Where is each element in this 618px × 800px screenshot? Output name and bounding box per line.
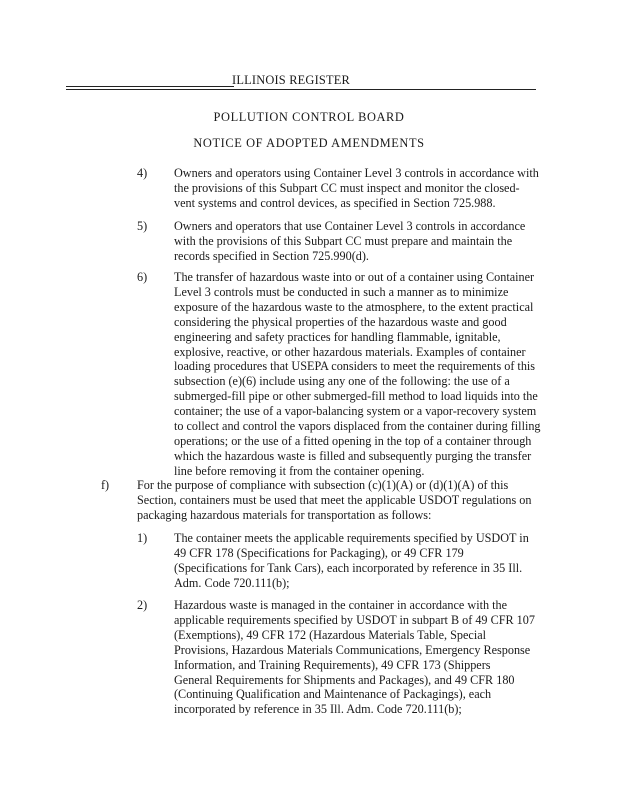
paragraph-line: operations; or the use of a fitted opening in the top of a container through (174, 433, 532, 448)
paragraph-line: Section, containers must be used that meet the applicable USDOT regulations on (137, 492, 532, 507)
item-number: 1) (137, 531, 148, 545)
paragraph-line: Owners and operators using Container Level 3 controls in accordance with (174, 166, 539, 180)
paragraph-line: Provisions, Hazardous Materials Communications, Emergency Response (174, 642, 531, 657)
paragraph-line: considering the physical properties of the hazardous waste and good (174, 314, 507, 329)
paragraph-line: The container meets the applicable requirements specified by USDOT in (174, 531, 529, 545)
agency-title: POLLUTION CONTROL BOARD (213, 110, 405, 124)
paragraph-line: loading procedures that USEPA considers to meet the requirements of this (174, 359, 536, 374)
item-number: 2) (137, 598, 148, 612)
paragraph-line: records specified in Section 725.990(d). (174, 248, 369, 263)
paragraph-item-4 (174, 166, 539, 211)
paragraph-item-6 (174, 270, 541, 479)
paragraph-item-2 (174, 598, 535, 717)
paragraph-line: Level 3 controls must be conducted in such a manner as to minimize (174, 284, 509, 299)
paragraph-line: (Exemptions), 49 CFR 172 (Hazardous Materials Table, Special (174, 627, 487, 642)
paragraph-line: line before removing it from the container opening. (174, 463, 425, 478)
paragraph-line: to collect and control the vapors displaced from the container during filling (174, 419, 541, 434)
item-number: 4) (137, 166, 148, 180)
paragraph-line: For the purpose of compliance with subsection (c)(1)(A) or (d)(1)(A) of this (137, 478, 509, 492)
item-number: 6) (137, 270, 148, 284)
paragraph-line: submerged-fill pipe or other submerged-fill method to load liquids into the (174, 389, 538, 404)
paragraph-line: General Requirements for Shipments and Packages), and 49 CFR 180 (174, 672, 515, 687)
paragraph-item-f (137, 478, 531, 523)
paragraph-line: (Continuing Qualification and Maintenance of Packagings), each (174, 687, 492, 702)
paragraph-line: container; the use of a vapor-balancing system or a vapor-recovery system (174, 404, 537, 419)
paragraph-line: the provisions of this Subpart CC must inspect and monitor the closed- (174, 180, 520, 195)
paragraph-line: Owners and operators that use Container Level 3 controls in accordance (174, 219, 526, 233)
paragraph-item-1 (174, 531, 529, 591)
paragraph-line: Adm. Code 720.111(b); (174, 575, 290, 590)
paragraph-line: exposure of the hazardous waste to the atmosphere, to the extent practical (174, 299, 534, 314)
paragraph-line: with the provisions of this Subpart CC must prepare and maintain the (174, 233, 513, 248)
paragraph-line: (Specifications for Tank Cars), each incorporated by reference in 35 Ill. (174, 560, 523, 575)
paragraph-line: 49 CFR 178 (Specifications for Packaging), or 49 CFR 179 (174, 545, 464, 560)
register-title: ILLINOIS REGISTER (232, 73, 351, 87)
paragraph-item-5 (174, 219, 525, 264)
header-rule (66, 89, 536, 90)
paragraph-line: The transfer of hazardous waste into or out of a container using Container (174, 270, 535, 284)
header-rule-left (66, 86, 234, 87)
paragraph-line: which the hazardous waste is filled and subsequently purging the transfer (174, 448, 532, 463)
paragraph-line: explosive, reactive, or other hazardous materials. Examples of container (174, 344, 526, 359)
item-number: f) (101, 478, 110, 492)
paragraph-line: Information, and Training Requirements), 49 CFR 173 (Shippers (174, 657, 491, 672)
paragraph-line: engineering and safety practices for handling flammable, ignitable, (174, 329, 501, 344)
paragraph-line: incorporated by reference in 35 Ill. Adm. Code 720.111(b); (174, 702, 462, 717)
item-number: 5) (137, 219, 148, 233)
paragraph-line: applicable requirements specified by USDOT in subpart B of 49 CFR 107 (174, 612, 535, 627)
paragraph-line: vent systems and control devices, as specified in Section 725.988. (174, 195, 496, 210)
paragraph-line: subsection (e)(6) include using any one of the following: the use of a (174, 374, 510, 389)
notice-title: NOTICE OF ADOPTED AMENDMENTS (193, 136, 425, 150)
paragraph-line: Hazardous waste is managed in the container in accordance with the (174, 598, 507, 612)
paragraph-line: packaging hazardous materials for transportation as follows: (137, 507, 432, 522)
